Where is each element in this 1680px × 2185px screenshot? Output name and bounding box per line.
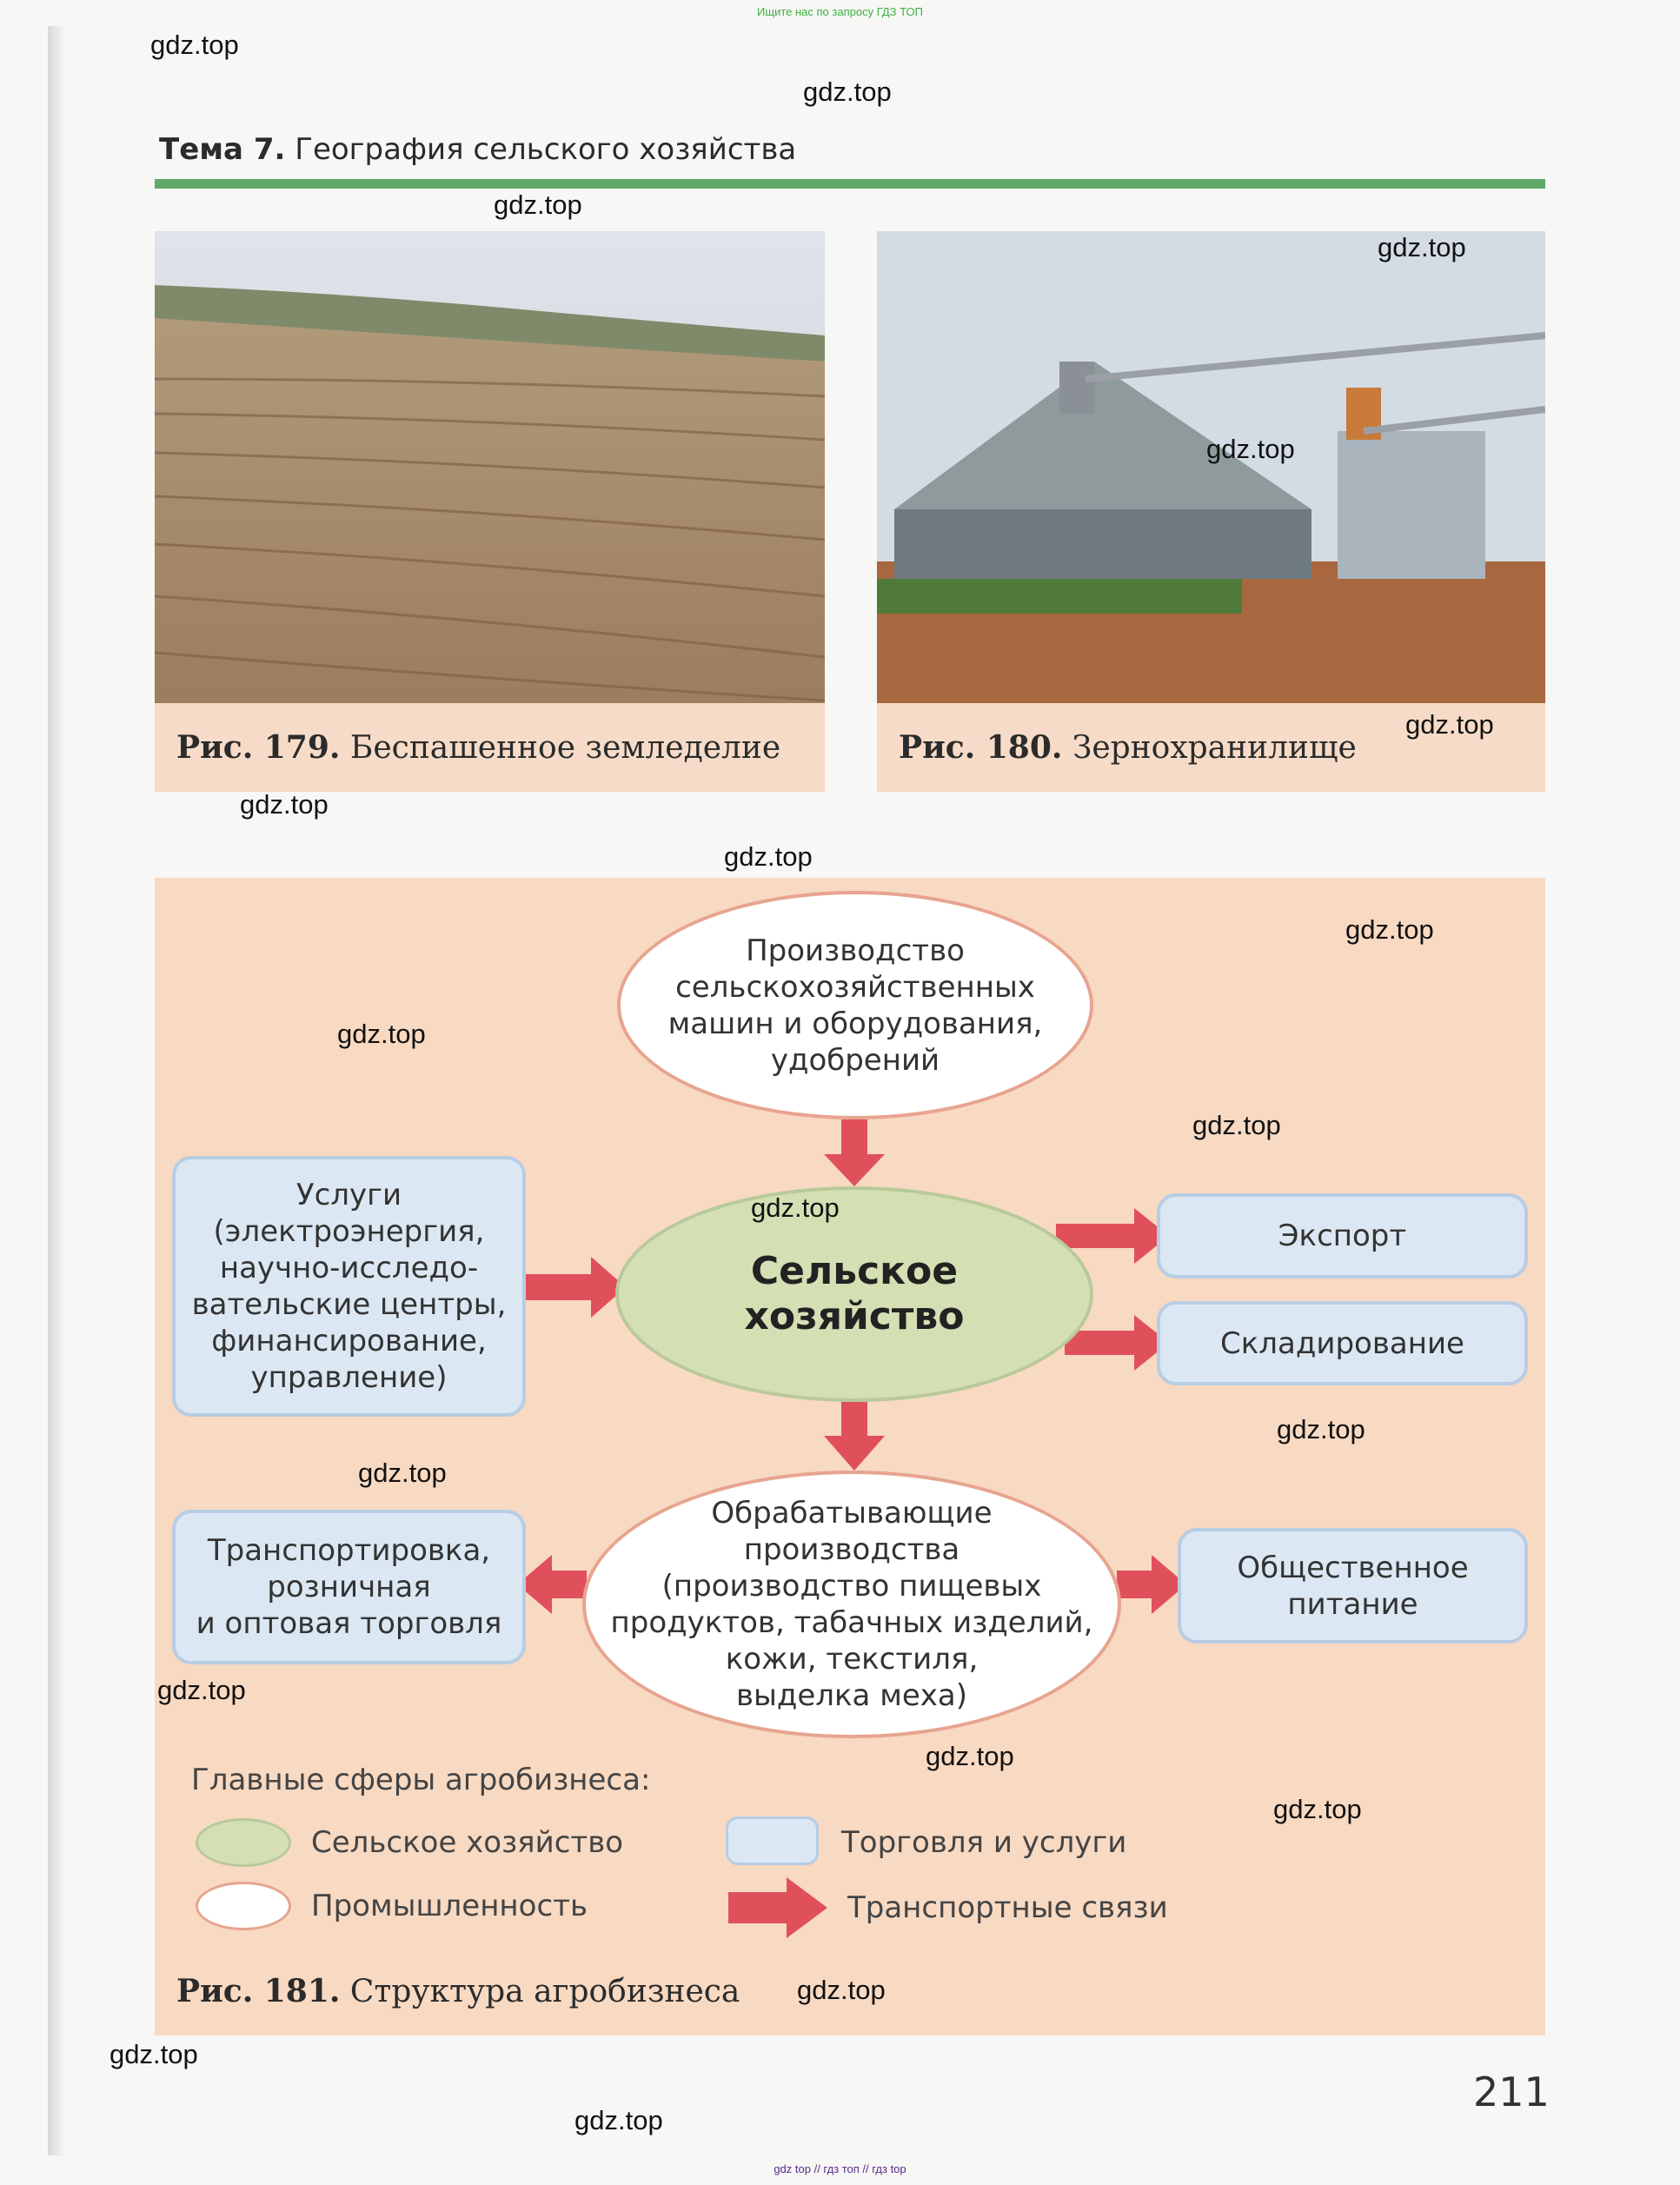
processing-industries-label: Обрабатывающие производства (производство пищевых продуктов, табачных изделий, кожи, текстиля, выделка меха) <box>610 1496 1093 1713</box>
export-node <box>1157 1193 1528 1278</box>
agriculture-node <box>615 1186 1093 1402</box>
watermark: gdz.top <box>1192 1110 1281 1140</box>
arrow-machinery-to-agriculture <box>824 1119 885 1186</box>
transport-trade-label: Транспортировка, розничная и оптовая торговля <box>196 1533 502 1641</box>
page-number: 211 <box>1473 2069 1550 2115</box>
legend-arrow-icon <box>728 1877 827 1938</box>
export-label: Экспорт <box>1278 1219 1407 1253</box>
legend-agriculture-swatch <box>196 1818 291 1867</box>
figure-181-title: Структура агробизнеса <box>349 1974 740 2009</box>
watermark: gdz.top <box>1405 709 1494 740</box>
figure-181-caption <box>176 1973 740 2009</box>
machinery-production-label: Производство сельскохозяйственных машин и оборудования, удобрений <box>667 933 1043 1078</box>
watermark: gdz.top <box>751 1192 840 1223</box>
figure-179-title: Беспашенное земледелие <box>349 730 781 766</box>
watermark: gdz.top <box>1345 914 1434 945</box>
watermark: gdz.top <box>150 30 239 60</box>
watermark: gdz.top <box>1277 1414 1365 1444</box>
legend-trade-swatch <box>726 1816 819 1865</box>
watermark: gdz.top <box>797 1975 886 2005</box>
transport-trade-node <box>172 1510 526 1664</box>
services-node <box>172 1156 526 1417</box>
watermark: gdz.top <box>1378 232 1466 262</box>
legend-title: Главные сферы агробизнеса: <box>191 1763 651 1797</box>
watermark: gdz.top <box>803 76 892 107</box>
public-catering-node <box>1178 1528 1528 1644</box>
watermark: gdz.top <box>574 2105 663 2135</box>
watermark: gdz.top <box>240 789 329 820</box>
figure-180-number: Рис. 180. <box>899 729 1063 766</box>
storage-label: Складирование <box>1220 1325 1464 1361</box>
arrow-processing-to-catering <box>1117 1555 1186 1614</box>
legend-industry-label: Промышленность <box>311 1889 588 1923</box>
legend-agriculture-label: Сельское хозяйство <box>311 1825 624 1860</box>
figure-181-number: Рис. 181. <box>176 1973 341 2009</box>
figure-180-title: Зернохранилище <box>1072 730 1357 766</box>
watermark: gdz.top <box>110 2039 198 2069</box>
legend-transport-label: Транспортные связи <box>847 1890 1168 1925</box>
arrow-services-to-agriculture <box>526 1257 626 1318</box>
watermark: gdz.top <box>494 189 582 220</box>
arrow-agriculture-to-processing <box>824 1402 885 1471</box>
watermark: gdz.top <box>1206 434 1295 464</box>
services-label: Услуги (электроэнергия, научно-исследо- вательские центры, финансирование, управление) <box>191 1178 507 1395</box>
legend-industry-swatch <box>196 1882 291 1930</box>
topic-number: Тема 7. <box>159 132 286 167</box>
processing-industries-node <box>582 1471 1121 1738</box>
top-banner[interactable]: Ищите нас по запросу ГДЗ ТОП <box>757 5 923 18</box>
arrow-processing-to-transport <box>517 1555 587 1614</box>
legend-trade-label: Торговля и услуги <box>841 1825 1127 1860</box>
machinery-production-node <box>617 891 1093 1119</box>
agriculture-label: Сельское хозяйство <box>744 1249 965 1338</box>
watermark: gdz.top <box>1273 1794 1362 1824</box>
bottom-banner[interactable]: gdz top // гдз топ // гдз top <box>774 2162 906 2175</box>
figure-179-number: Рис. 179. <box>176 729 341 766</box>
storage-node <box>1157 1301 1528 1385</box>
watermark: gdz.top <box>337 1019 426 1049</box>
watermark: gdz.top <box>926 1741 1014 1771</box>
public-catering-label: Общественное питание <box>1237 1550 1469 1622</box>
watermark: gdz.top <box>724 841 813 872</box>
watermark: gdz.top <box>358 1458 447 1488</box>
watermark: gdz.top <box>157 1675 246 1705</box>
topic-title: География сельского хозяйства <box>295 132 797 167</box>
